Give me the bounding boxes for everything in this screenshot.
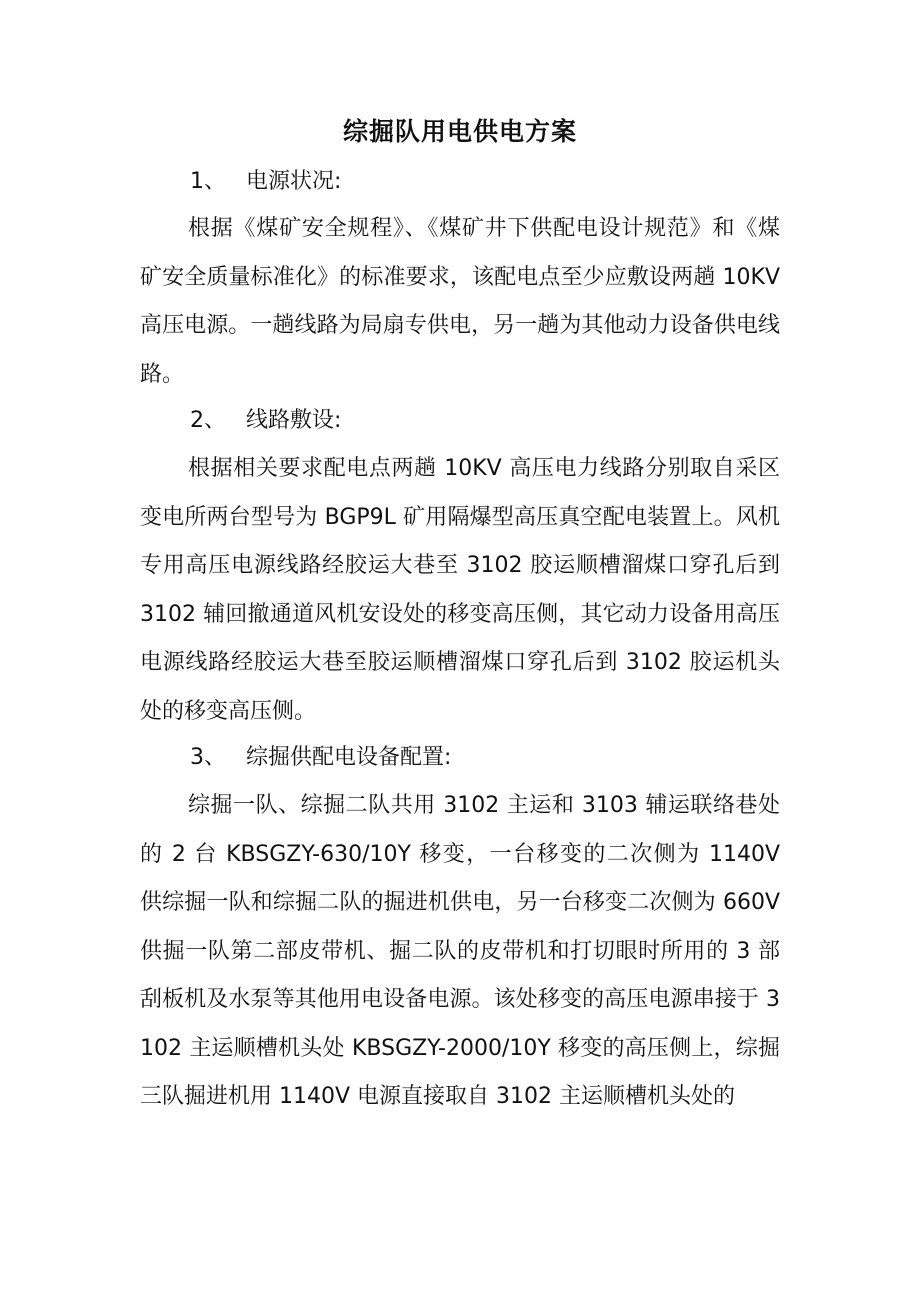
document-title: 综掘队用电供电方案 xyxy=(342,117,577,146)
section-paragraph-2: 根据相关要求配电点两趟 10KV 高压电力线路分别取自采区变电所两台型号为 BGP9L 矿用隔爆型高压真空配电装置上。风机专用高压电源线路经胶运大巷至 3102 胶运顺槽溜煤口穿孔后到 3102 辅回撤通道风机安设处的移变高压侧，其它动力设备用高压电源线路经胶运大巷至胶运顺槽溜煤口穿孔后到 3102 胶运机头处的移变高压侧。 xyxy=(140,456,780,724)
section-number: 2、 xyxy=(190,408,226,433)
section-paragraph-1: 根据《煤矿安全规程》、《煤矿井下供配电设计规范》和《煤矿安全质量标准化》的标准要求，该配电点至少应敷设两趟 10KV 高压电源。一趟线路为局扇专供电，另一趟为其他动力设备供电线路。 xyxy=(140,216,780,387)
section-number: 1、 xyxy=(190,169,226,194)
section-heading-text: 综掘供配电设备配置: xyxy=(246,745,452,770)
section-heading-3 xyxy=(190,734,451,782)
section-heading-2 xyxy=(190,397,341,445)
section-heading-1 xyxy=(190,158,341,206)
section-heading-text: 电源状况: xyxy=(246,169,342,194)
section-paragraph-3: 综掘一队、综掘二队共用 3102 主运和 3103 辅运联络巷处的 2 台 KBSGZY-630/10Y 移变，一台移变的二次侧为 1140V 供综掘一队和综掘二队的掘进机供电，另一台移变二次侧为 660V 供掘一队第二部皮带机、掘二队的皮带机和打切眼时所用的 3 部刮板机及水泵等其他用电设备电源。该处移变的高压电源串接于 3102 主运顺槽机头处 KBSGZY-2000/10Y 移变的高压侧上，综掘三队掘进机用 1140V 电源直接取自 3102 主运顺槽机头处的 xyxy=(140,793,780,1109)
section-number: 3、 xyxy=(190,745,226,770)
section-heading-text: 线路敷设: xyxy=(246,408,342,433)
